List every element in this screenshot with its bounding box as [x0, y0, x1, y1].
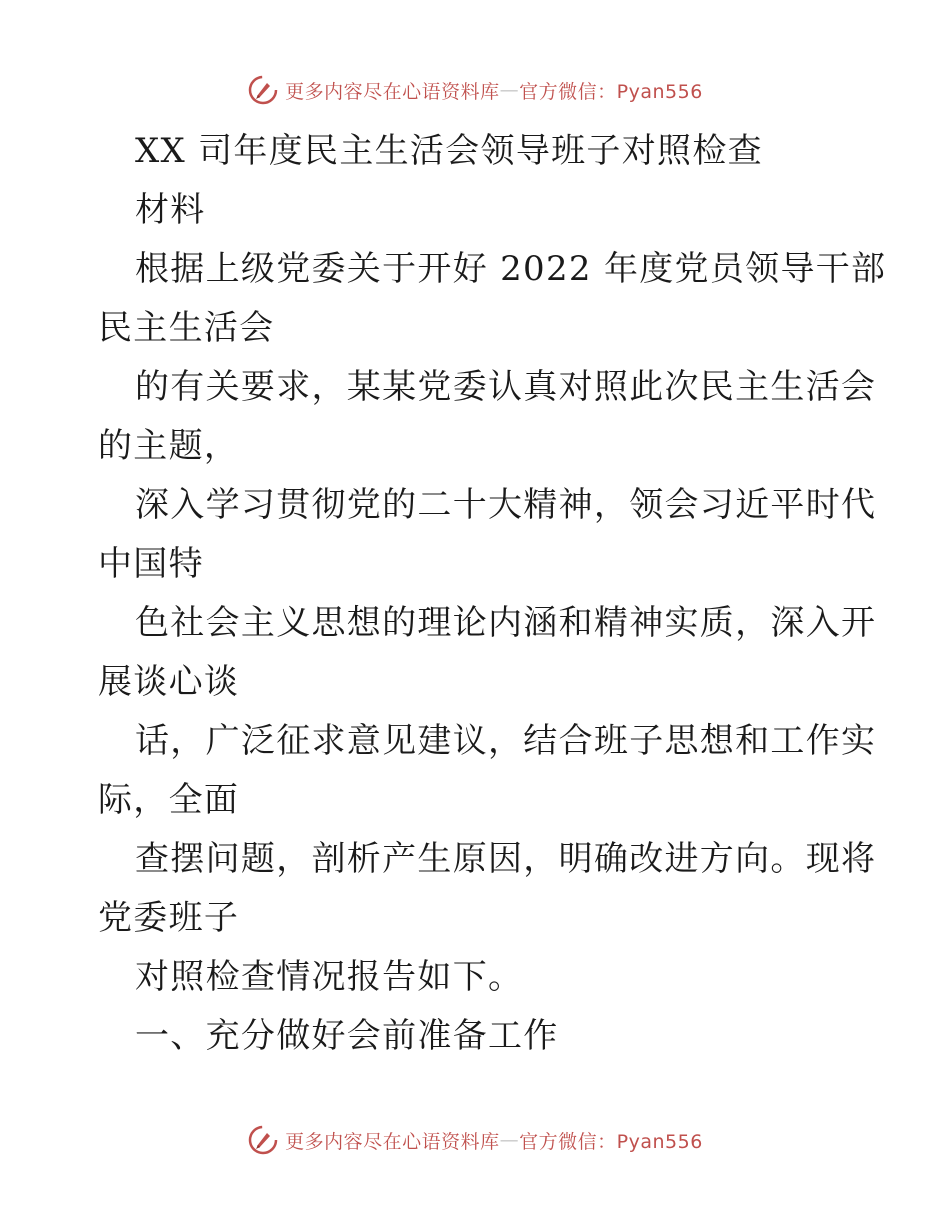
watermark-text: 更多内容尽在心语资料库	[285, 80, 500, 103]
text-line: 党委班子	[98, 898, 240, 938]
text-line: 查摆问题，剖析产生原因，明确改进方向。现将	[135, 839, 877, 879]
text-line: 中国特	[98, 544, 204, 584]
watermark-header	[0, 70, 950, 110]
watermark-contact: 官方微信：Pyan556	[519, 80, 703, 103]
pen-nib-logo-icon	[247, 1124, 279, 1156]
watermark-footer	[0, 1120, 950, 1160]
text-line: 色社会主义思想的理论内涵和精神实质，深入开	[135, 603, 877, 643]
text-line: 深入学习贯彻党的二十大精神，领会习近平时代	[135, 485, 877, 525]
text-line: 的主题，	[98, 426, 240, 466]
text-line: XX 司年度民主生活会领导班子对照检查	[135, 131, 763, 171]
text-line: 材料	[135, 190, 206, 230]
text-line: 一、充分做好会前准备工作	[135, 1016, 559, 1056]
text-line: 民主生活会	[98, 308, 275, 348]
text-line: 的有关要求，某某党委认真对照此次民主生活会	[135, 367, 877, 407]
text-line: 话，广泛征求意见建议，结合班子思想和工作实	[135, 721, 877, 761]
watermark-text: 更多内容尽在心语资料库	[285, 1130, 500, 1153]
pen-nib-logo-icon	[247, 74, 279, 106]
text-line: 展谈心谈	[98, 662, 240, 702]
watermark-separator: —	[499, 79, 520, 101]
watermark-contact: 官方微信：Pyan556	[519, 1130, 703, 1153]
text-line: 根据上级党委关于开好 2022 年度党员领导干部	[135, 249, 887, 289]
watermark-separator: —	[499, 1129, 520, 1151]
text-line: 对照检查情况报告如下。	[135, 957, 524, 997]
text-line: 际，全面	[98, 780, 240, 820]
document-body	[98, 122, 887, 1066]
